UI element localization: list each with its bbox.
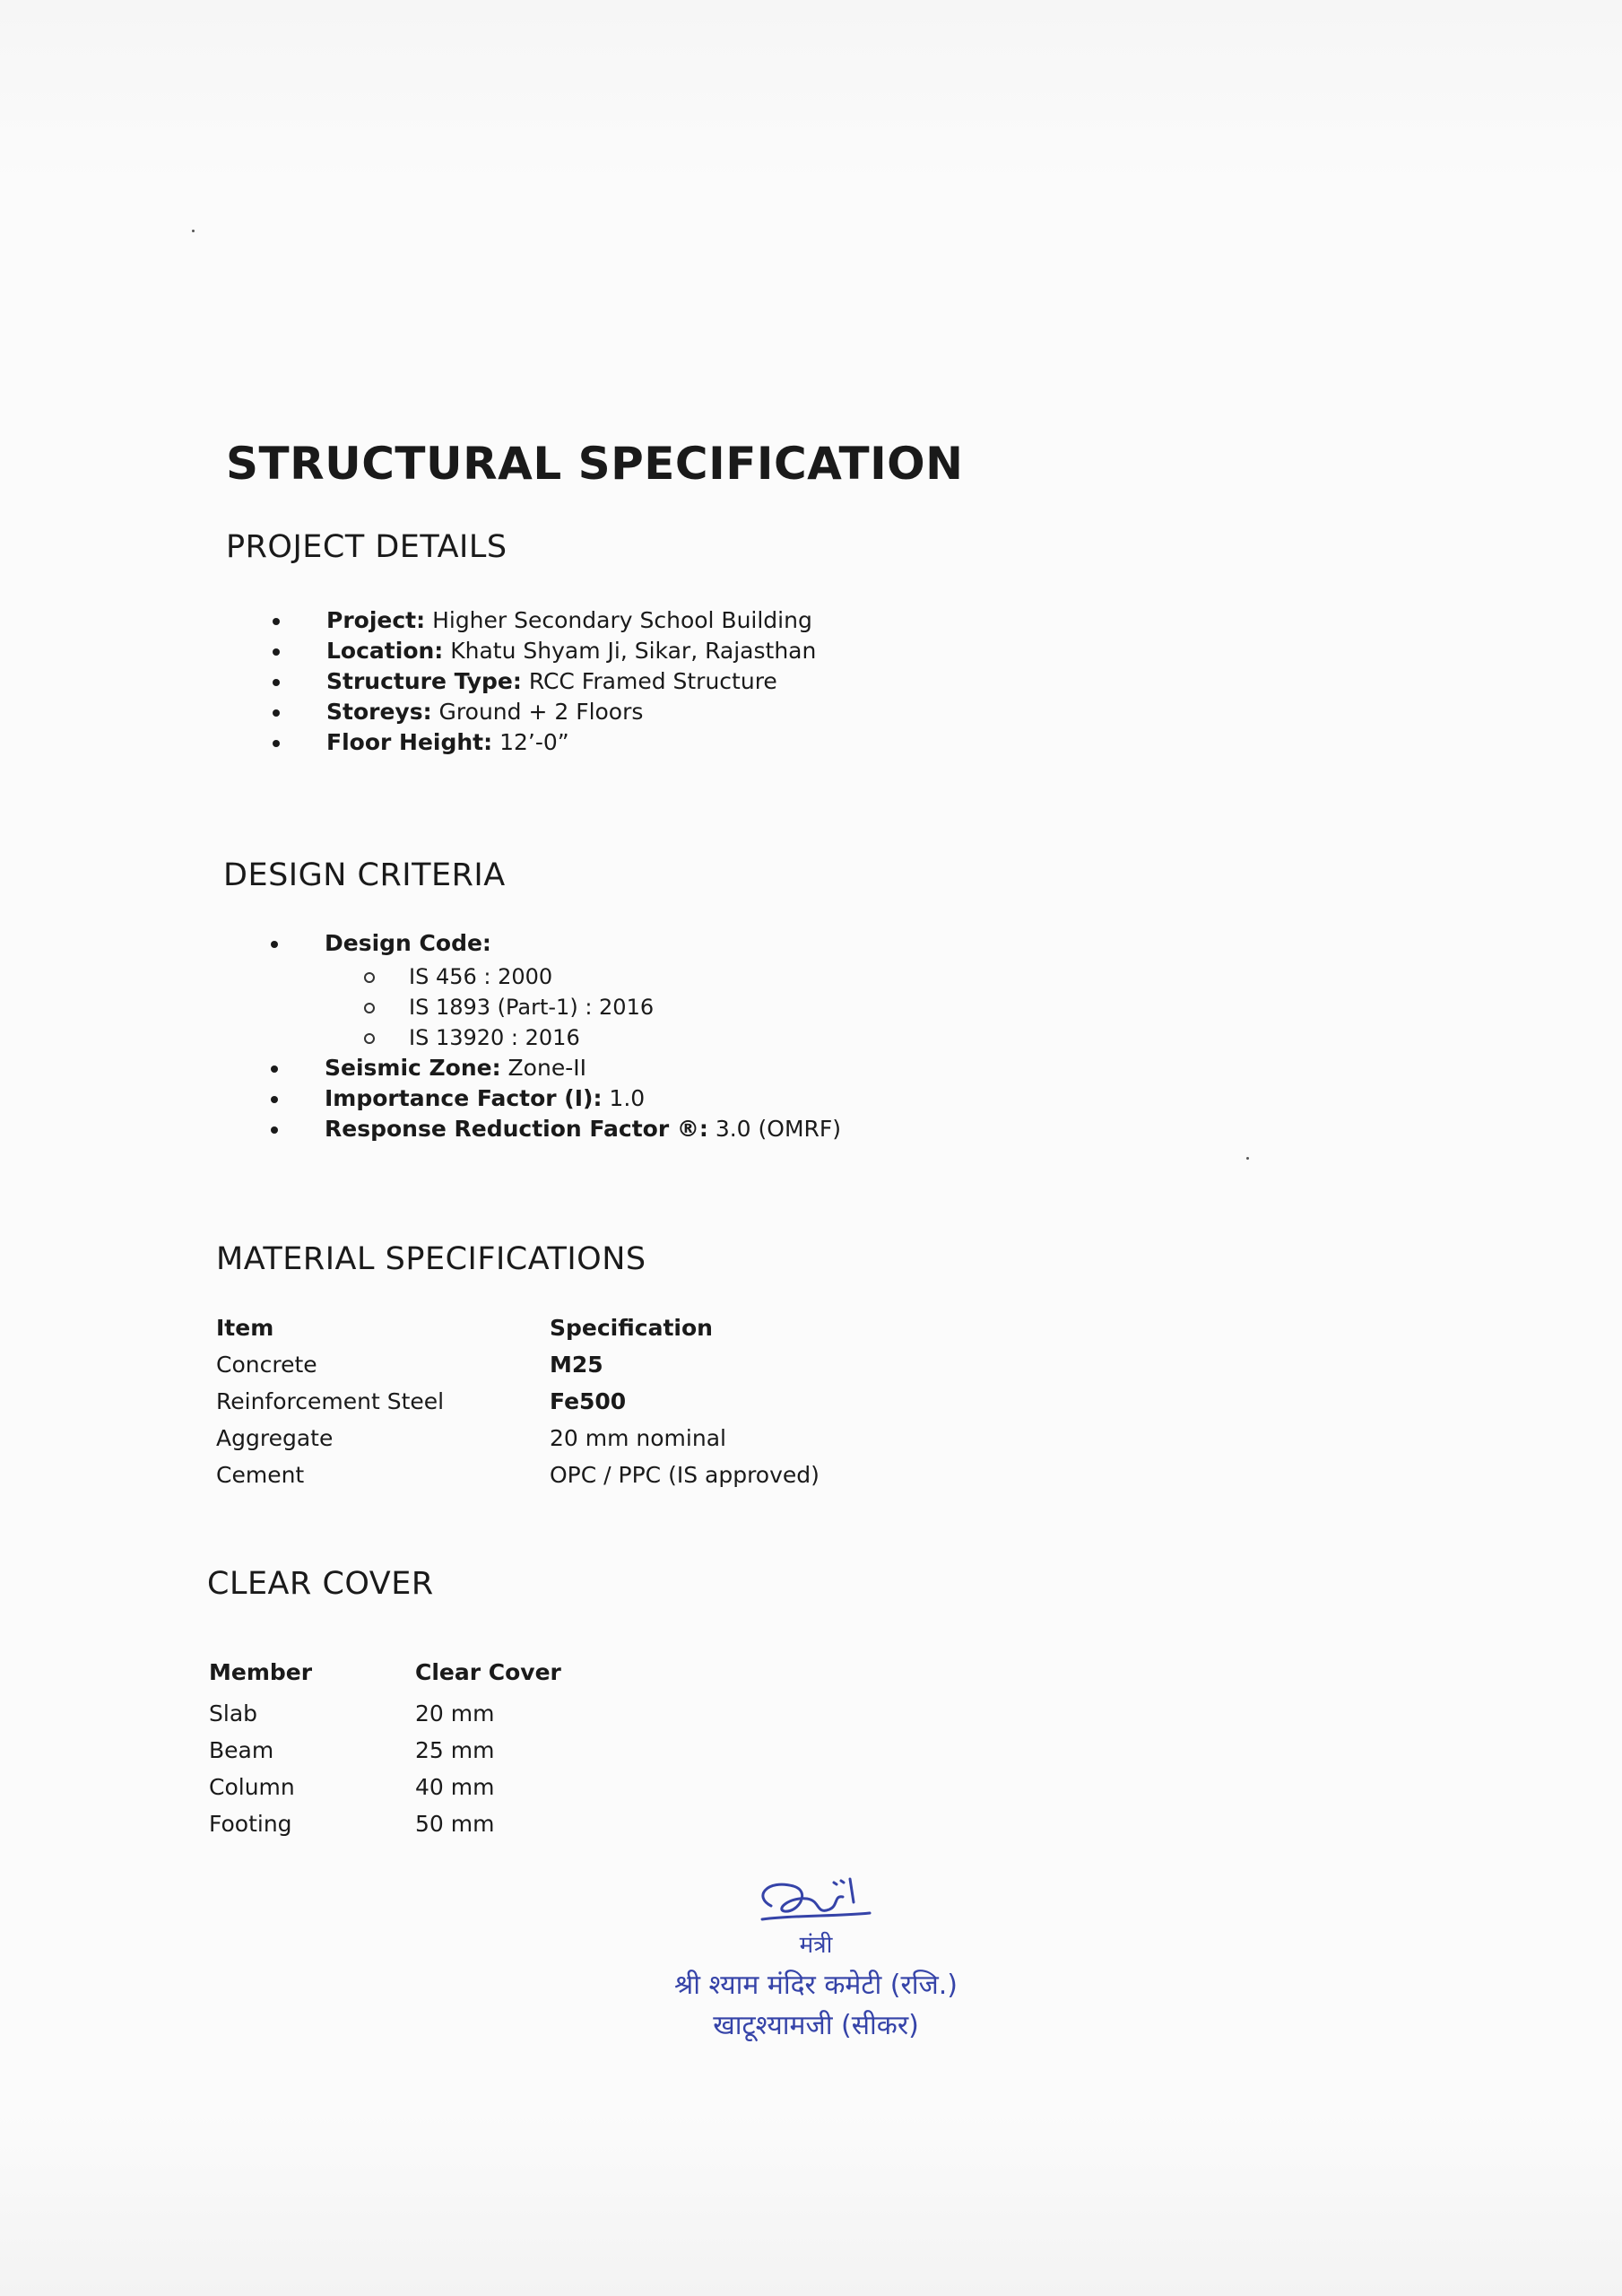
project-details-heading: PROJECT DETAILS	[226, 529, 507, 565]
table-header-row	[216, 1309, 820, 1346]
list-item: Seismic Zone: Zone-II	[271, 1053, 841, 1083]
table-row	[209, 1695, 561, 1732]
clear-cover-table	[209, 1650, 561, 1842]
list-item: Project: Higher Secondary School Building	[273, 605, 816, 636]
list-item: Structure Type: RCC Framed Structure	[273, 666, 816, 697]
list-item: IS 13920 : 2016	[364, 1022, 654, 1053]
list-item: IS 1893 (Part-1) : 2016	[364, 992, 654, 1022]
design-criteria-heading: DESIGN CRITERIA	[223, 857, 506, 893]
table-cell: Concrete	[216, 1352, 317, 1378]
list-item: Floor Height: 12’-0”	[273, 727, 816, 758]
scan-speck	[192, 230, 195, 232]
column-header: Clear Cover	[415, 1659, 561, 1685]
list-item: Importance Factor (I): 1.0	[271, 1083, 841, 1114]
design-criteria-list	[271, 1053, 841, 1144]
scan-speck	[1246, 1157, 1249, 1160]
table-cell: Fe500	[550, 1388, 627, 1414]
table-cell: Cement	[216, 1462, 305, 1488]
table-row	[216, 1457, 820, 1493]
design-code-list	[271, 928, 491, 959]
list-item: Storeys: Ground + 2 Floors	[273, 697, 816, 727]
signature-stamp	[610, 1870, 1022, 2042]
table-cell: Slab	[209, 1700, 258, 1726]
table-row	[209, 1805, 561, 1842]
table-cell: Footing	[209, 1811, 292, 1837]
table-cell: OPC / PPC (IS approved)	[550, 1462, 820, 1488]
material-specifications-table	[216, 1309, 820, 1493]
list-item: Response Reduction Factor ®: 3.0 (OMRF)	[271, 1114, 841, 1144]
table-cell: 40 mm	[415, 1774, 495, 1800]
document-title: STRUCTURAL SPECIFICATION	[226, 438, 964, 490]
column-header: Member	[209, 1659, 313, 1685]
table-cell: Reinforcement Steel	[216, 1388, 445, 1414]
signature-organization: श्री श्याम मंदिर कमेटी (रजि.)	[673, 1970, 958, 2001]
table-header-row	[209, 1650, 561, 1695]
signature-role: मंत्री	[799, 1932, 833, 1959]
list-item: IS 456 : 2000	[364, 961, 654, 992]
table-cell: Aggregate	[216, 1425, 334, 1451]
signature-scribble-icon	[744, 1870, 888, 1933]
clear-cover-heading: CLEAR COVER	[207, 1566, 434, 1602]
table-row	[209, 1732, 561, 1769]
table-cell: Beam	[209, 1737, 274, 1763]
table-row	[209, 1769, 561, 1805]
table-cell: Column	[209, 1774, 295, 1800]
column-header: Specification	[550, 1315, 713, 1341]
table-row	[216, 1420, 820, 1457]
table-cell: 20 mm	[415, 1700, 495, 1726]
list-item: Design Code:	[271, 928, 491, 959]
table-row	[216, 1383, 820, 1420]
design-code-sublist	[364, 961, 654, 1053]
column-header: Item	[216, 1315, 274, 1341]
table-row	[216, 1346, 820, 1383]
project-details-list	[273, 605, 816, 758]
signature-place: खाटूश्यामजी (सीकर)	[713, 2010, 919, 2041]
table-cell: 20 mm nominal	[550, 1425, 726, 1451]
list-item: Location: Khatu Shyam Ji, Sikar, Rajasthan	[273, 636, 816, 666]
material-specifications-heading: MATERIAL SPECIFICATIONS	[216, 1241, 646, 1277]
table-cell: 25 mm	[415, 1737, 495, 1763]
table-cell: M25	[550, 1352, 603, 1378]
table-cell: 50 mm	[415, 1811, 495, 1837]
